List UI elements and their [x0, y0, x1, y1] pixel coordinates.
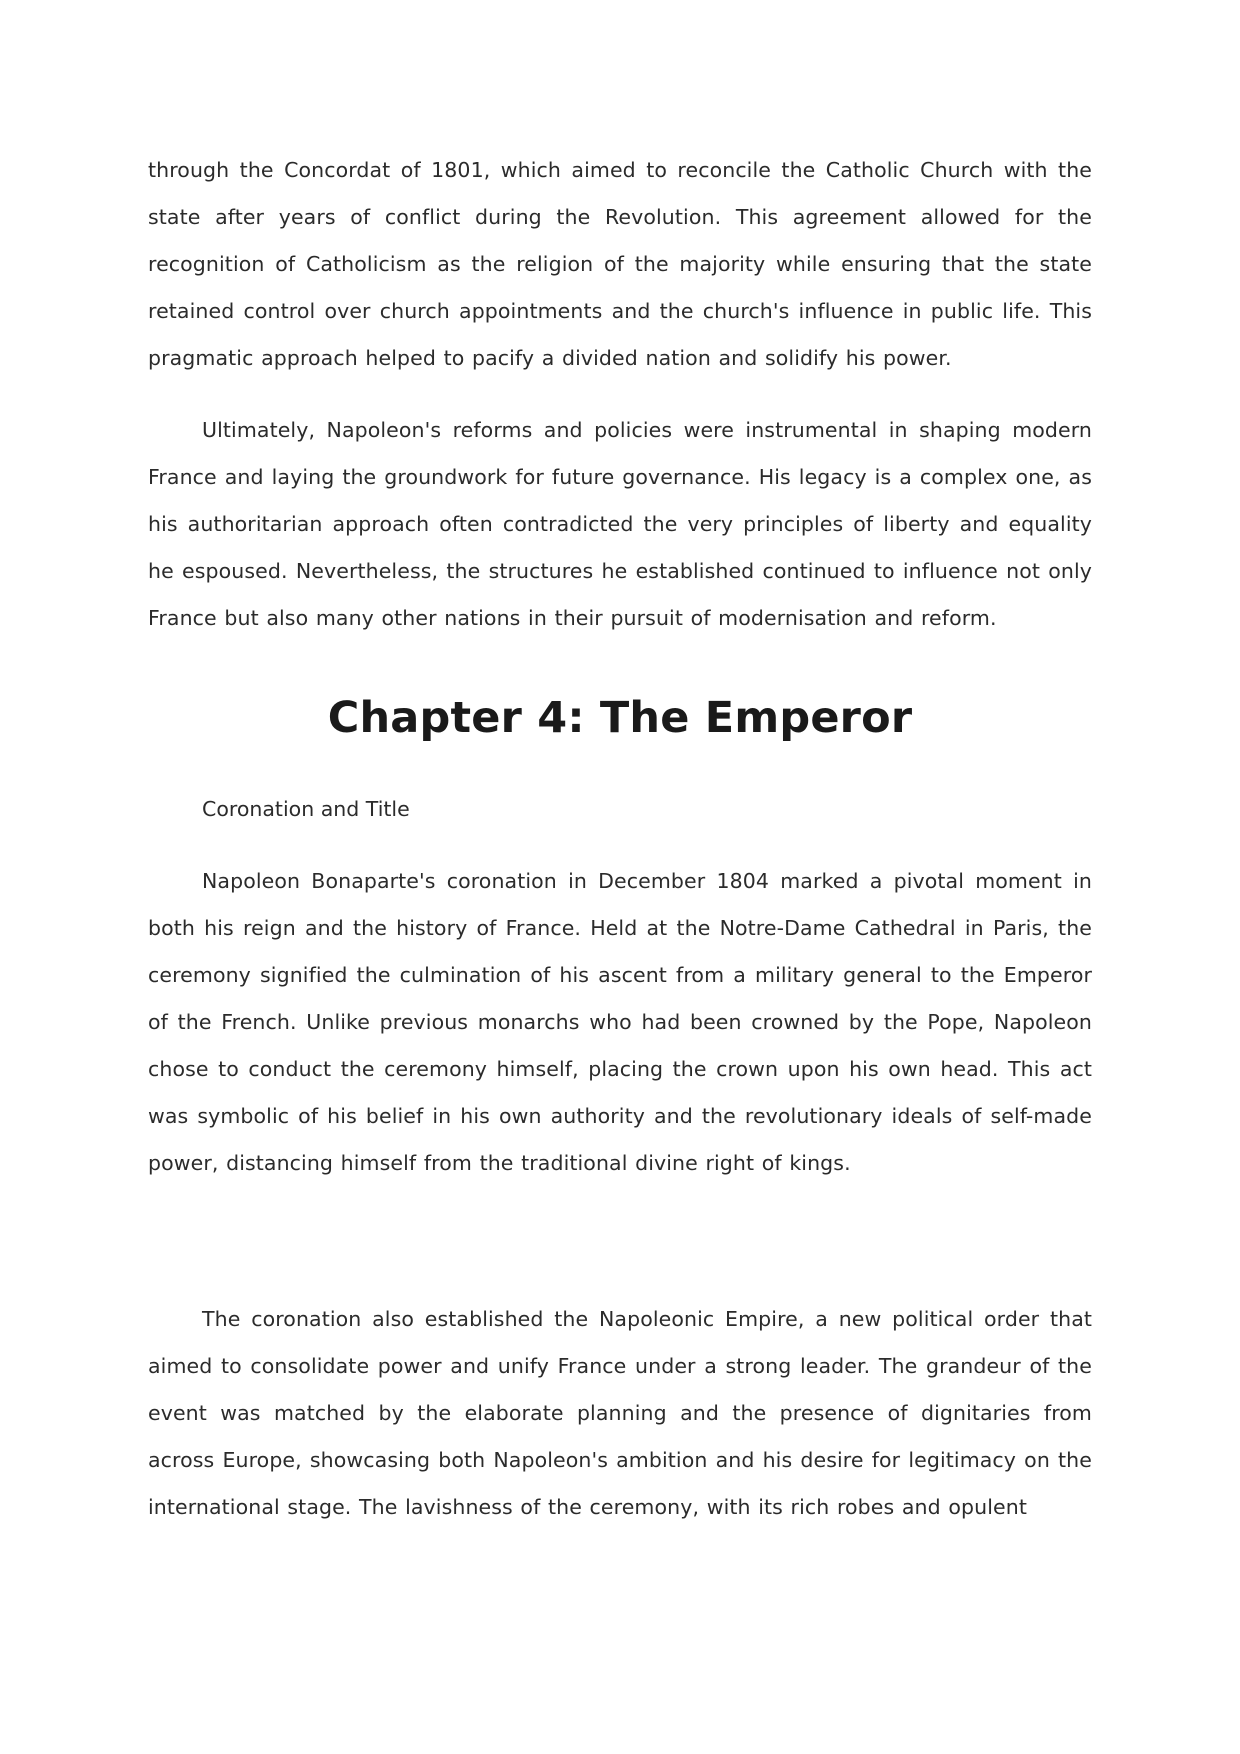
document-page [148, 147, 1092, 1531]
paragraph-empire: The coronation also established the Napoleonic Empire, a new political order that aimed to consolidate power and unify France under a strong leader. The grandeur of the event was matched by the elaborate planning and the presence of dignitaries from across Europe, showcasing both Napoleon's ambition and his desire for legitimacy on the international stage. The lavishness of the ceremony, with its rich robes and opulent [148, 1307, 1092, 1519]
chapter-title: Chapter 4: The Emperor [327, 693, 913, 743]
paragraph-legacy: Ultimately, Napoleon's reforms and policies were instrumental in shaping modern France and laying the groundwork for future governance. His legacy is a complex one, as his authoritarian approach often contradicted the very principles of liberty and equality he espoused. Nevertheless, the structures he established continued to influence not only France but also many other nations in their pursuit of modernisation and reform. [148, 418, 1092, 630]
paragraph-concordat: through the Concordat of 1801, which aimed to reconcile the Catholic Church with the state after years of conflict during the Revolution. This agreement allowed for the recognition of Catholicism as the religion of the majority while ensuring that the state retained control over church appointments and the church's influence in public life. This pragmatic approach helped to pacify a divided nation and solidify his power. [148, 158, 1092, 370]
section-label: Coronation and Title [202, 797, 410, 821]
paragraph-coronation: Napoleon Bonaparte's coronation in December 1804 marked a pivotal moment in both his reign and the history of France. Held at the Notre-Dame Cathedral in Paris, the ceremony signified the culmination of his ascent from a military general to the Emperor of the French. Unlike previous monarchs who had been crowned by the Pope, Napoleon chose to conduct the ceremony himself, placing the crown upon his own head. This act was symbolic of his belief in his own authority and the revolutionary ideals of self-made power, distancing himself from the traditional divine right of kings. [148, 869, 1092, 1175]
